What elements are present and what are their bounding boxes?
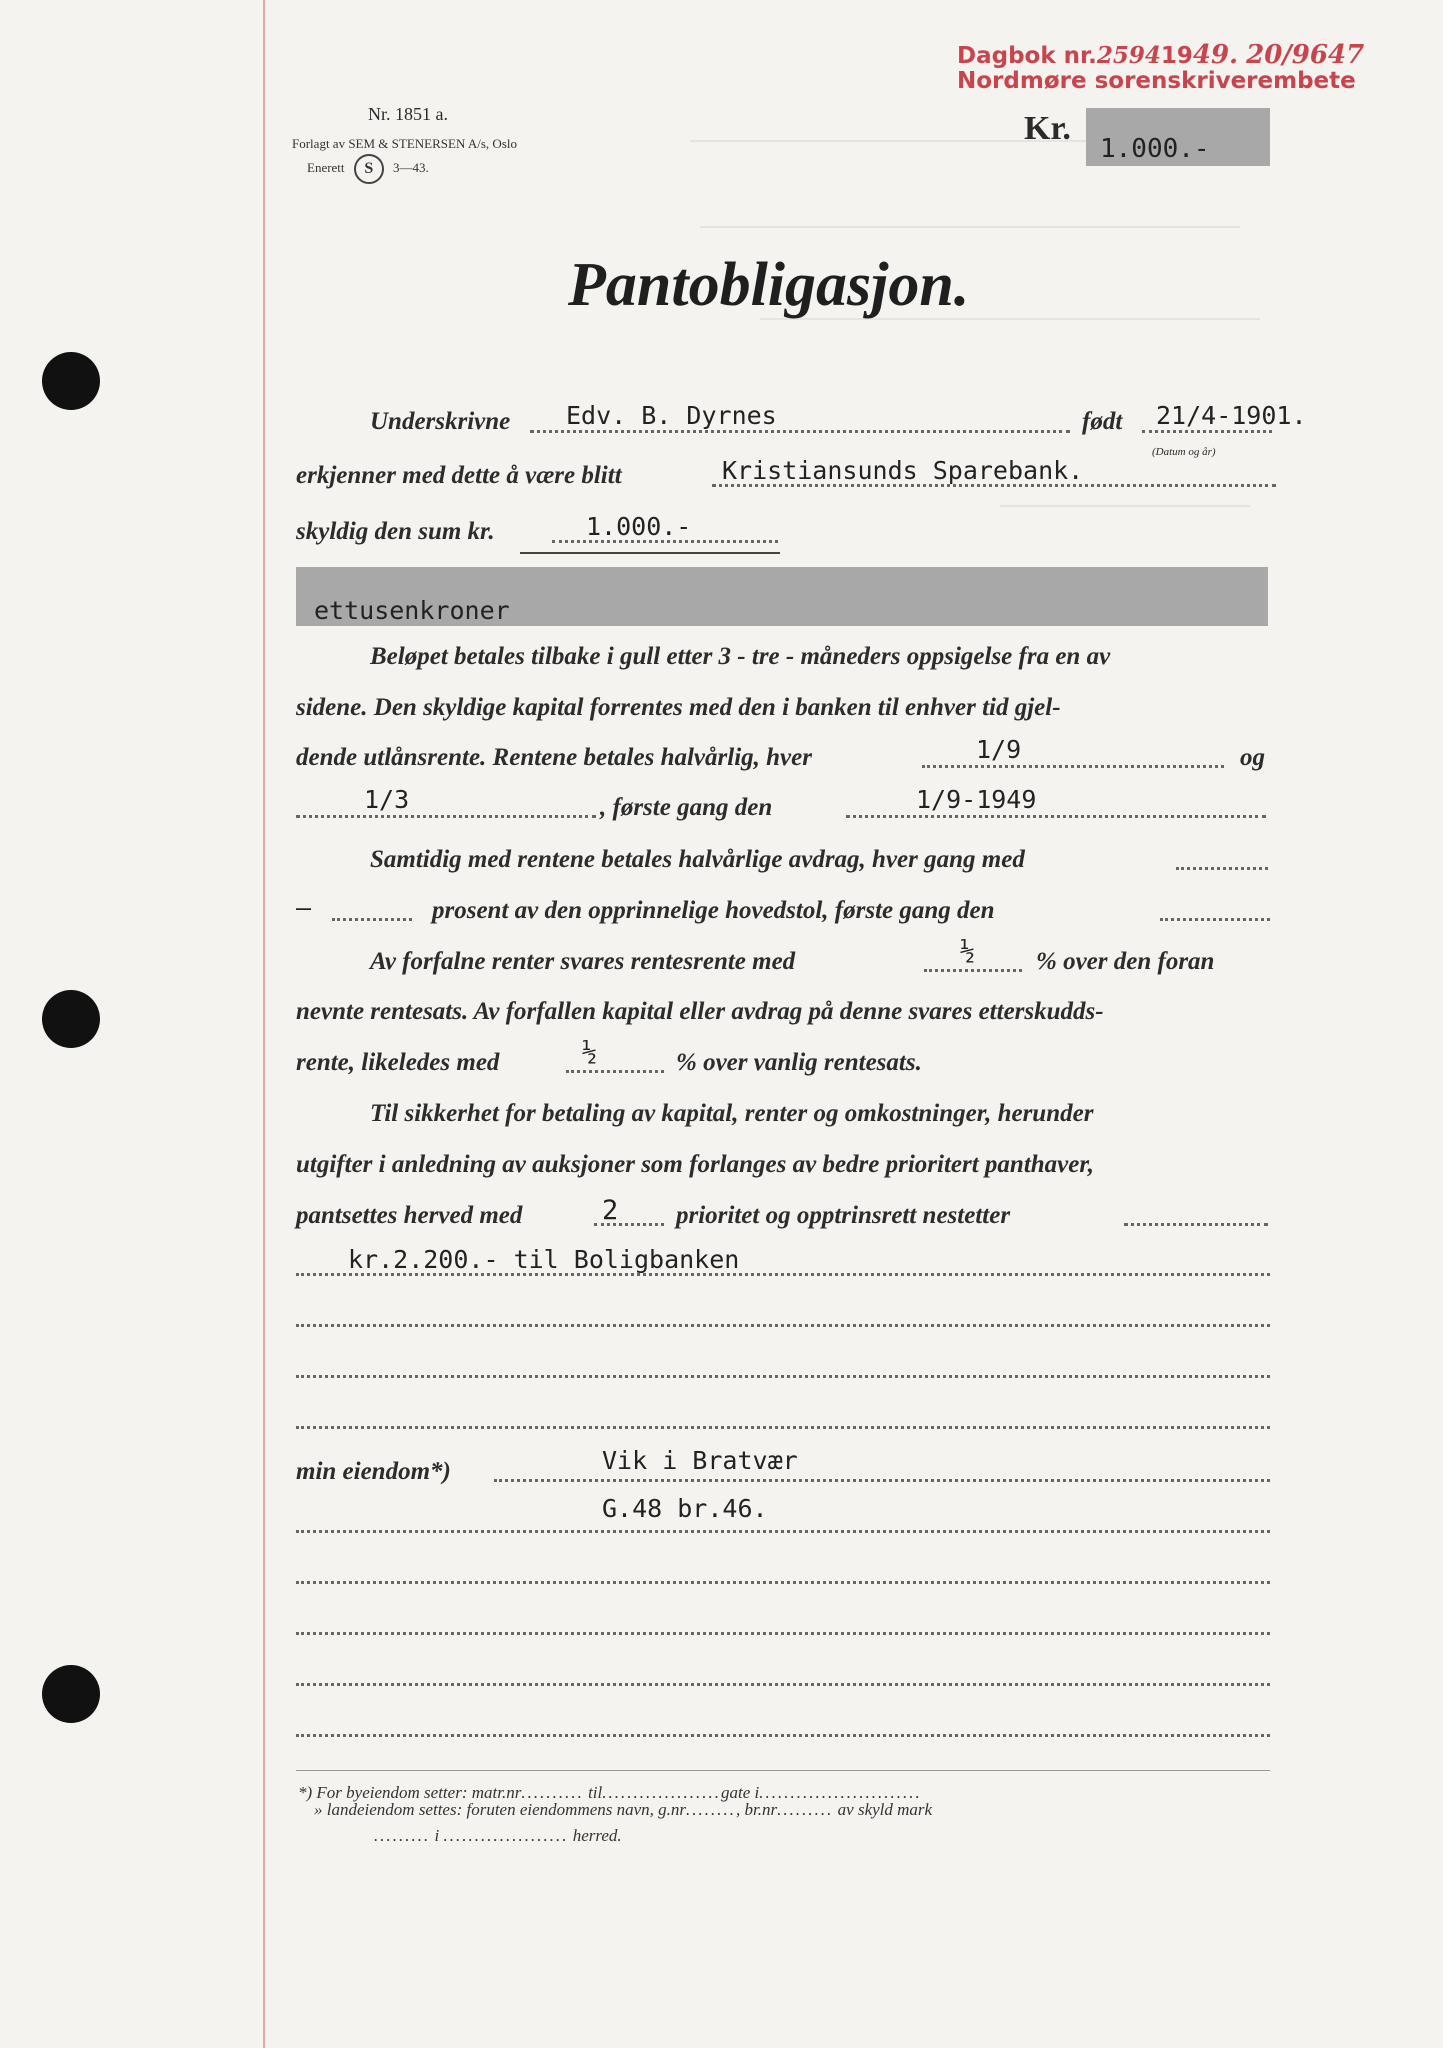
sum-words: ettusenkroner xyxy=(314,596,510,625)
priority-value: 2 xyxy=(602,1195,619,1226)
fill-line xyxy=(296,1632,1270,1635)
text-line: nevnte rentesats. Av forfallen kapital eller avdrag på denne svares etterskudds- xyxy=(296,998,1104,1025)
property-name: Vik i Bratvær xyxy=(602,1446,798,1475)
text-line: dende utlånsrente. Rentene betales halvårlig, hver xyxy=(296,744,812,771)
text-line: rente, likeledes med xyxy=(296,1049,500,1076)
footnote-line: ......... i .................... herred. xyxy=(374,1826,622,1845)
fill-line xyxy=(922,765,1224,768)
text-line: , første gang den xyxy=(600,794,773,821)
kr-label: Kr. xyxy=(1024,110,1071,147)
born-label: født xyxy=(1082,408,1123,435)
binder-hole xyxy=(42,990,100,1048)
fill-line xyxy=(924,969,1022,972)
fill-line xyxy=(296,1734,1270,1737)
creditor-name: Kristiansunds Sparebank. xyxy=(722,456,1084,485)
fill-line xyxy=(296,1375,1270,1378)
text-line: Beløpet betales tilbake i gull etter 3 - tre - måneders oppsigelse fra en av xyxy=(370,643,1111,670)
kr-amount: 1.000.- xyxy=(1100,134,1210,164)
fill-line xyxy=(566,1070,664,1073)
office-stamp: Nordmøre sorenskriverembete xyxy=(957,68,1356,94)
fill-line xyxy=(296,815,596,818)
fill-line xyxy=(1124,1223,1268,1226)
text-line: utgifter i anledning av auksjoner som forlanges av bedre prioritert panthaver, xyxy=(296,1151,1094,1178)
interest-date-2: 1/3 xyxy=(364,785,410,814)
text-line: % over vanlig rentesats. xyxy=(676,1049,922,1076)
fill-line xyxy=(494,1479,1270,1482)
prior-lien: kr.2.200.- til Boligbanken xyxy=(348,1245,740,1274)
date-note: (Datum og år) xyxy=(1152,446,1216,458)
fill-line xyxy=(846,815,1266,818)
document-title: Pantobligasjon. xyxy=(568,251,970,319)
footnote-divider xyxy=(296,1770,1270,1771)
dagbok-stamp: Dagbok nr.25941949. 20/9647 xyxy=(957,40,1365,70)
property-label: min eiendom*) xyxy=(296,1458,451,1485)
footnote-line: *) For byeiendom setter: matr.nr.......... til...................gate i.......................... xyxy=(298,1783,922,1802)
text-line: % over den foran xyxy=(1036,948,1215,975)
text-line: Samtidig med rentene betales halvårlige avdrag, hver gang med xyxy=(370,846,1025,873)
fill-line xyxy=(1176,867,1268,870)
born-date: 21/4-1901. xyxy=(1156,401,1307,430)
text-line: prioritet og opptrinsrett nestetter xyxy=(676,1202,1011,1229)
binder-hole xyxy=(42,352,100,410)
installment-value: — xyxy=(296,893,312,922)
text-line: sidene. Den skyldige kapital forrentes med den i banken til enhver tid gjel- xyxy=(296,694,1061,721)
text-line: og xyxy=(1240,744,1265,771)
penalty-rate-2: ½ xyxy=(582,1037,598,1066)
sum-words-field xyxy=(296,567,1268,626)
fill-line xyxy=(332,918,412,921)
publisher-line: Forlagt av SEM & STENERSEN A/s, Oslo xyxy=(292,136,517,151)
publisher-logo-icon: S xyxy=(354,154,384,184)
property-reference: G.48 br.46. xyxy=(602,1494,768,1523)
footnote-line: » landeiendom settes: foruten eiendommens navn, g.nr........, br.nr......... av skyld mark xyxy=(314,1800,933,1819)
kr-amount-field xyxy=(1086,108,1270,166)
undersign-label: Underskrivne xyxy=(370,408,511,435)
publisher-enerett: Enerett S 3—43. xyxy=(307,154,429,184)
fill-line xyxy=(296,1324,1270,1327)
binder-hole xyxy=(42,1665,100,1723)
owe-label: skyldig den sum kr. xyxy=(296,518,495,545)
undersign-name: Edv. B. Dyrnes xyxy=(566,401,777,430)
bleed-through-mark xyxy=(700,226,1240,228)
bleed-through-mark xyxy=(1000,505,1250,507)
interest-date-1: 1/9 xyxy=(976,735,1022,764)
fill-line xyxy=(296,1426,1270,1429)
fill-line xyxy=(1142,430,1272,433)
form-number: Nr. 1851 a. xyxy=(368,104,448,124)
acknowledge-label: erkjenner med dette å være blitt xyxy=(296,462,622,489)
text-line: pantsettes herved med xyxy=(296,1202,523,1229)
red-margin-line xyxy=(263,0,265,2048)
fill-line xyxy=(1160,918,1270,921)
fill-line xyxy=(530,430,1070,433)
fill-line xyxy=(296,1581,1270,1584)
fill-line xyxy=(296,1530,1270,1533)
sum-underline xyxy=(520,552,780,554)
text-line: prosent av den opprinnelige hovedstol, første gang den xyxy=(432,897,995,924)
first-interest-date: 1/9-1949 xyxy=(916,785,1037,814)
text-line: Av forfalne renter svares rentesrente med xyxy=(370,948,796,975)
fill-line xyxy=(296,1683,1270,1686)
penalty-rate-1: ½ xyxy=(960,936,976,965)
sum-amount: 1.000.- xyxy=(586,512,692,541)
text-line: Til sikkerhet for betaling av kapital, renter og omkostninger, herunder xyxy=(370,1100,1094,1127)
